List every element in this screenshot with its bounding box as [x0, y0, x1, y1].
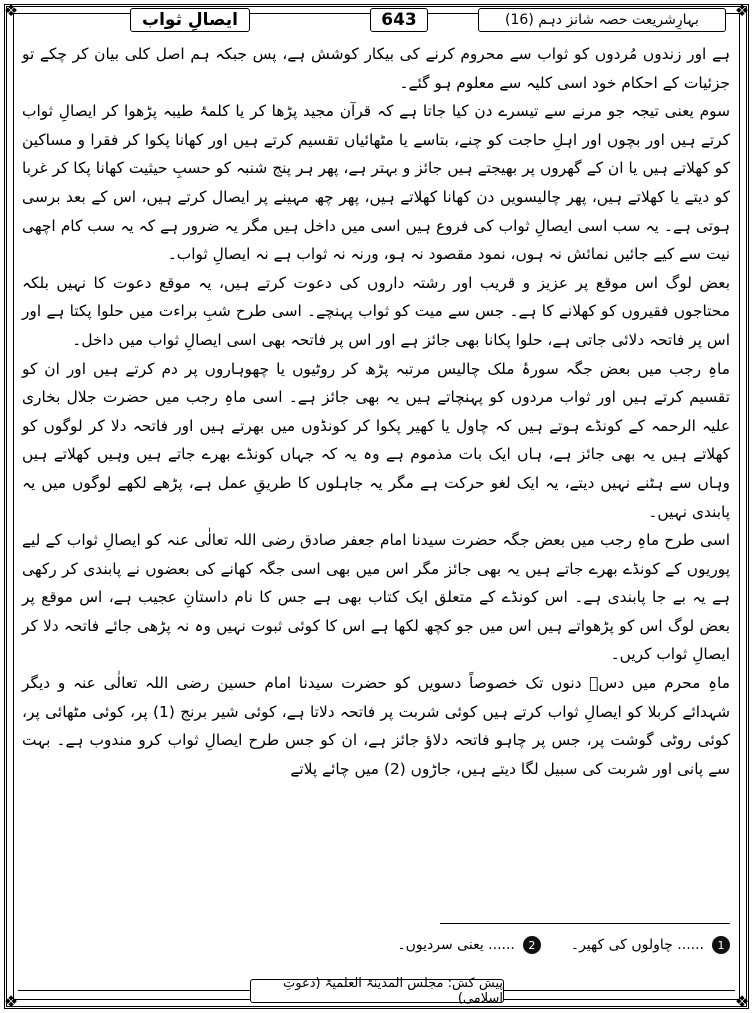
footer-publisher: پیش کش: مجلس المدینۃ العلمیۃ (دعوتِ اسلامی) [250, 979, 504, 1003]
page-header [18, 8, 735, 34]
footnote-number: 2 [523, 936, 541, 954]
footnote-divider [440, 923, 730, 924]
paragraph: سوم یعنی تیجہ جو مرنے سے تیسرے دن کیا جاتا ہے کہ قرآن مجید پڑھا کر یا کلمۂ طیبہ پڑھوا کر ایصالِ ثواب کرتے ہیں اور بچوں اور اہلِ حاجت کو چنے، بتاسے یا مٹھائیاں تقسیم کرتے ہیں اور کھانا پکوا کر فقرا و مساکین کو کھلاتے ہیں یا ان کے گھروں پر بھیجتے ہیں جائز و بہتر ہے، پھر ہر پنج شنبہ کو حسبِ حیثیت کھانا پکا کر غربا کو دیتے یا کھلاتے ہیں، پھر چالیسویں دن کھانا کھلاتے ہیں، پھر چھ مہینے پر ایصال کرتے ہیں، اس کے بعد برسی ہوتی ہے۔ یہ سب اسی ایصالِ ثواب کی فروع ہیں اسی میں داخل ہیں مگر یہ ضرور ہے کہ یہ سب کام اچھی نیت سے کیے جائیں نمائش نہ ہوں، نمود مقصود نہ ہو، ورنہ نہ ثواب ہے نہ ایصالِ ثواب۔ [22, 102, 730, 264]
chapter-title: ایصالِ ثواب [130, 8, 250, 32]
paragraph: ماہِ محرم میں دسؔ دنوں تک خصوصاً دسویں کو حضرت سیدنا امام حسین رضی اللہ تعالٰی عنہ و دیگر شہدائے کربلا کو ایصالِ ثواب کرتے ہیں کوئی شربت پر فاتحہ دلاتا ہے، کوئی شیر برنج (1) پر، کوئی مٹھائی پر، کوئی روٹی گوشت پر، جس پر چاہو فاتحہ دلاؤ جائز ہے، ان کو جس طرح ایصالِ ثواب کرو مندوب ہے۔ بہت سے پانی اور شربت کی سبیل لگا دیتے ہیں، جاڑوں (2) میں چائے پلاتے [22, 674, 730, 778]
footnote-item [397, 936, 540, 954]
paragraph: ماہِ رجب میں بعض جگہ سورۂ ملک چالیس مرتبہ پڑھ کر روٹیوں یا چھوہاروں پر دم کرتے ہیں اور ان کو تقسیم کرتے ہیں اور ثواب مردوں کو پہنچاتے ہیں یہ بھی جائز ہے۔ اسی ماہِ رجب میں حضرت جلال بخاری علیہ الرحمہ کے کونڈے ہوتے ہیں کہ چاول یا کھیر پکوا کر کونڈوں میں بھرتے ہیں اور فاتحہ دلا کر لوگوں کو کھلاتے ہیں یہ بھی جائز ہے، ہاں ایک بات مذموم ہے وہ یہ کہ جہاں کونڈے بھرے جاتے ہیں وہیں کھلاتے ہیں وہاں سے ہٹنے نہیں دیتے، یہ ایک لغو حرکت ہے مگر یہ جاہلوں کا طریقِ عمل ہے، پڑھے لکھے لوگوں میں یہ پابندی نہیں۔ [22, 359, 730, 521]
page-number: 643 [370, 8, 428, 32]
corner-ornament-icon: ❖ [734, 1, 750, 20]
paragraph: بعض لوگ اس موقع پر عزیز و قریب اور رشتہ داروں کی دعوت کرتے ہیں، یہ موقع دعوت کا نہیں بلکہ محتاجوں فقیروں کو کھلانے کا ہے۔ جس سے میت کو ثواب پہنچے۔ اسی طرح شبِ براءت میں حلوا پکتا ہے اور اس پر فاتحہ دلائی جاتی ہے، حلوا پکانا بھی جائز ہے اور اس پر فاتحہ بھی اسی ایصالِ ثواب میں داخل۔ [22, 273, 730, 349]
footnote-text: ...... یعنی سردیوں۔ [397, 937, 515, 953]
footnote-number: 1 [712, 936, 730, 954]
corner-ornament-icon: ❖ [3, 1, 19, 20]
book-title: بہارِشریعت حصہ شانز دہم (16) [478, 8, 726, 32]
paragraph: ہے اور زندوں مُردوں کو ثواب سے محروم کرنے کی بیکار کوشش ہے، پس جبکہ ہم اصل کلی بیان کر چکے تو جزئیات کے احکام خود اسی کلیہ سے معلوم ہو گئے۔ [22, 45, 730, 92]
footnote-text: ...... چاولوں کی کھیر۔ [570, 937, 704, 953]
corner-ornament-icon: ❖ [3, 992, 19, 1011]
footnote-item [571, 936, 730, 954]
corner-ornament-icon: ❖ [734, 992, 750, 1011]
body-text [22, 40, 730, 920]
paragraph: اسی طرح ماہِ رجب میں بعض جگہ حضرت سیدنا امام جعفر صادق رضی اللہ تعالٰی عنہ کو ایصالِ ثواب کے لیے پوریوں کے کونڈے بھرے جاتے ہیں یہ بھی جائز مگر اس میں بھی اسی جگہ کھانے کی بعضوں نے پابندی کر رکھی ہے یہ بے جا پابندی ہے۔ اس کونڈے کے متعلق ایک کتاب بھی ہے جس کا نام داستانِ عجیب ہے، اس موقع پر بعض لوگ اس کو پڑھواتے ہیں اس میں جو کچھ لکھا ہے اس کا کوئی ثبوت نہیں وہ نہ پڑھی جائے فاتحہ دلا کر ایصالِ ثواب کریں۔ [22, 531, 730, 664]
footnotes [300, 932, 730, 958]
